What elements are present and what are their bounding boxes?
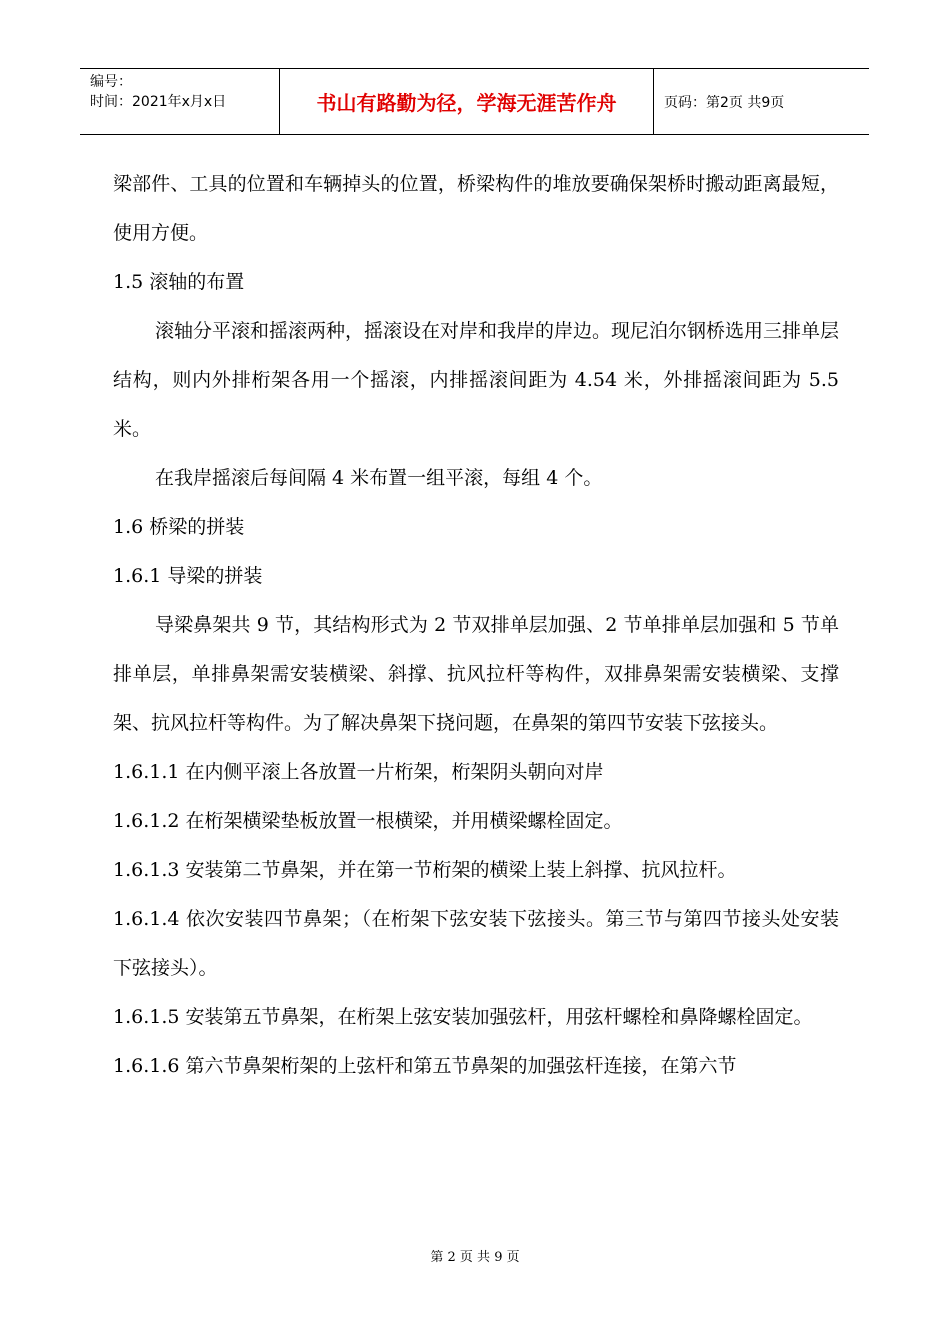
header-motto: 书山有路勤为径，学海无涯苦作舟 bbox=[280, 69, 654, 134]
subsection-heading: 1.6.1 导梁的拼装 bbox=[113, 565, 263, 587]
document-body bbox=[113, 160, 839, 1091]
page-footer: 第 2 页 共 9 页 bbox=[430, 1250, 520, 1265]
header-meta-cell bbox=[80, 69, 280, 134]
step-item: 1.6.1.6 第六节鼻架桁架的上弦杆和第五节鼻架的加强弦杆连接，在第六节 bbox=[113, 1055, 737, 1077]
step-item: 1.6.1.4 依次安装四节鼻架；（在桁架下弦安装下弦接头。第三节与第四节接头处安装下弦接头）。 bbox=[113, 908, 839, 979]
document-header bbox=[80, 68, 869, 135]
section-heading: 1.5 滚轴的布置 bbox=[113, 271, 245, 293]
step-item: 1.6.1.2 在桁架横梁垫板放置一根横梁，并用横梁螺栓固定。 bbox=[113, 810, 623, 832]
section-heading: 1.6 桥梁的拼装 bbox=[113, 516, 245, 538]
step-item: 1.6.1.3 安装第二节鼻架，并在第一节桁架的横梁上装上斜撑、抗风拉杆。 bbox=[113, 859, 737, 881]
paragraph: 在我岸摇滚后每间隔 4 米布置一组平滚，每组 4 个。 bbox=[155, 467, 603, 489]
step-item: 1.6.1.1 在内侧平滚上各放置一片桁架，桁架阴头朝向对岸 bbox=[113, 761, 604, 783]
header-page-info: 页码：第2页 共9页 bbox=[664, 94, 785, 111]
paragraph: 梁部件、工具的位置和车辆掉头的位置，桥梁构件的堆放要确保架桥时搬动距离最短，使用方便。 bbox=[113, 173, 839, 244]
code-label: 编号： bbox=[90, 74, 132, 90]
step-item: 1.6.1.5 安装第五节鼻架，在桁架上弦安装加强弦杆，用弦杆螺栓和鼻降螺栓固定。 bbox=[113, 1006, 813, 1028]
time-label: 时间：2021年x月x日 bbox=[90, 94, 227, 110]
paragraph: 导梁鼻架共 9 节，其结构形式为 2 节双排单层加强、2 节单排单层加强和 5 节单排单层，单排鼻架需安装横梁、斜撑、抗风拉杆等构件，双排鼻架需安装横梁、支撑架、抗风拉杆等构件。为了解决鼻架下挠问题，在鼻架的第四节安装下弦接头。 bbox=[113, 614, 839, 734]
paragraph: 滚轴分平滚和摇滚两种，摇滚设在对岸和我岸的岸边。现尼泊尔钢桥选用三排单层结构，则内外排桁架各用一个摇滚，内排摇滚间距为 4.54 米，外排摇滚间距为 5.5 米。 bbox=[113, 320, 840, 440]
